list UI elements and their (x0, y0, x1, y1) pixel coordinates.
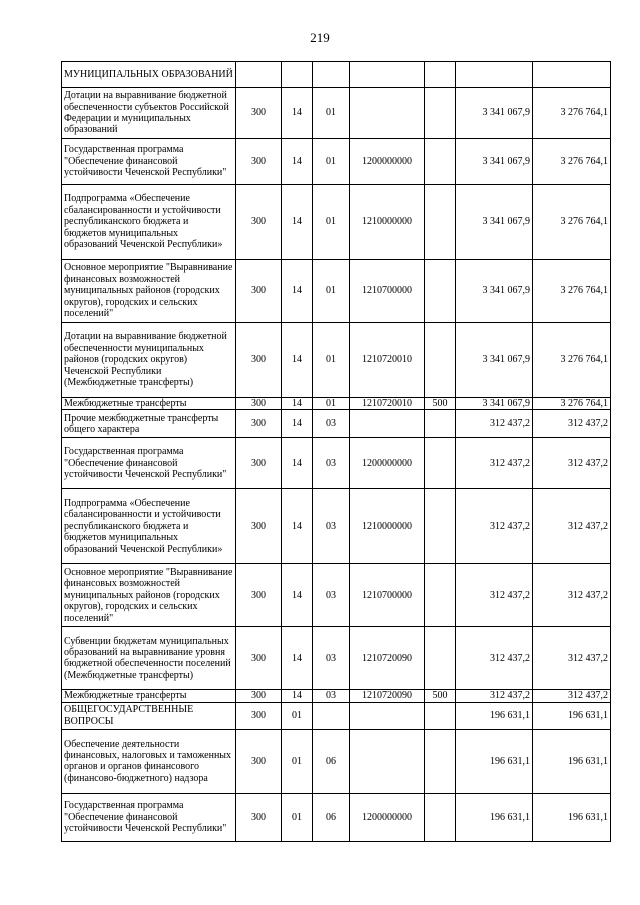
item-name: Подпрограмма «Обеспечение сбалансированности и устойчивости республиканского бюджета и бюджетов муниципальных образований Чеченской Республики» (62, 489, 236, 564)
item-name: Межбюджетные трансферты (62, 398, 236, 410)
amount-first-year: 3 341 067,9 (456, 260, 533, 323)
table-row (62, 185, 611, 260)
amount-second-year: 3 276 764,1 (533, 139, 611, 185)
subsection-code (313, 62, 350, 88)
table-row (62, 438, 611, 489)
expense-type-code (425, 793, 456, 841)
subsection-code: 01 (313, 260, 350, 323)
amount-first-year: 3 341 067,9 (456, 139, 533, 185)
target-article-code: 1210000000 (350, 489, 425, 564)
section-code: 14 (282, 690, 313, 702)
item-name: Дотации на выравнивание бюджетной обеспеченности субъектов Российской Федерации и муниципальных образований (62, 88, 236, 139)
amount-second-year: 312 437,2 (533, 690, 611, 702)
department-code: 300 (236, 185, 282, 260)
table-row (62, 410, 611, 438)
section-code: 14 (282, 88, 313, 139)
amount-second-year: 312 437,2 (533, 438, 611, 489)
table-row (62, 323, 611, 398)
amount-second-year: 196 631,1 (533, 702, 611, 729)
amount-first-year: 312 437,2 (456, 690, 533, 702)
expense-type-code: 500 (425, 690, 456, 702)
item-name: Дотации на выравнивание бюджетной обеспеченности муниципальных районов (городских округов) Чеченской Республики (Межбюджетные трансферты) (62, 323, 236, 398)
subsection-code: 01 (313, 185, 350, 260)
amount-second-year: 312 437,2 (533, 489, 611, 564)
target-article-code (350, 702, 425, 729)
table-row (62, 729, 611, 793)
amount-second-year: 312 437,2 (533, 564, 611, 627)
table-row (62, 702, 611, 729)
section-code: 14 (282, 323, 313, 398)
department-code: 300 (236, 702, 282, 729)
subsection-code: 03 (313, 438, 350, 489)
amount-first-year: 3 341 067,9 (456, 398, 533, 410)
section-code: 14 (282, 564, 313, 627)
target-article-code: 1200000000 (350, 139, 425, 185)
subsection-code: 03 (313, 489, 350, 564)
expense-type-code (425, 62, 456, 88)
amount-first-year: 312 437,2 (456, 410, 533, 438)
department-code: 300 (236, 627, 282, 690)
table-row (62, 88, 611, 139)
item-name: Подпрограмма «Обеспечение сбалансированности и устойчивости республиканского бюджета и бюджетов муниципальных образований Чеченской Республики» (62, 185, 236, 260)
amount-second-year: 312 437,2 (533, 627, 611, 690)
table-row (62, 398, 611, 410)
amount-second-year: 196 631,1 (533, 793, 611, 841)
amount-first-year: 196 631,1 (456, 729, 533, 793)
subsection-code: 03 (313, 690, 350, 702)
department-code: 300 (236, 139, 282, 185)
amount-first-year: 312 437,2 (456, 564, 533, 627)
department-code: 300 (236, 88, 282, 139)
item-name: Основное мероприятие "Выравнивание финансовых возможностей муниципальных районов (городских округов), городских и сельских поселений" (62, 564, 236, 627)
department-code: 300 (236, 564, 282, 627)
target-article-code: 1210720010 (350, 398, 425, 410)
section-code: 14 (282, 410, 313, 438)
target-article-code: 1210700000 (350, 260, 425, 323)
item-name: ОБЩЕГОСУДАРСТВЕННЫЕ ВОПРОСЫ (62, 702, 236, 729)
table-row (62, 62, 611, 88)
target-article-code: 1200000000 (350, 793, 425, 841)
amount-first-year: 3 341 067,9 (456, 323, 533, 398)
amount-second-year: 196 631,1 (533, 729, 611, 793)
expense-type-code (425, 564, 456, 627)
table-row (62, 489, 611, 564)
expense-type-code (425, 489, 456, 564)
department-code: 300 (236, 410, 282, 438)
amount-first-year: 312 437,2 (456, 438, 533, 489)
section-code: 14 (282, 139, 313, 185)
section-code: 01 (282, 729, 313, 793)
subsection-code: 06 (313, 793, 350, 841)
section-code: 14 (282, 398, 313, 410)
item-name: Государственная программа "Обеспечение финансовой устойчивости Чеченской Республики" (62, 438, 236, 489)
amount-second-year: 3 276 764,1 (533, 185, 611, 260)
target-article-code (350, 729, 425, 793)
amount-second-year: 3 276 764,1 (533, 88, 611, 139)
subsection-code: 03 (313, 564, 350, 627)
section-code: 14 (282, 260, 313, 323)
item-name: Межбюджетные трансферты (62, 690, 236, 702)
expense-type-code (425, 438, 456, 489)
amount-second-year: 3 276 764,1 (533, 260, 611, 323)
target-article-code: 1210720090 (350, 690, 425, 702)
section-code: 14 (282, 489, 313, 564)
amount-second-year (533, 62, 611, 88)
expense-type-code (425, 185, 456, 260)
subsection-code: 03 (313, 410, 350, 438)
expense-type-code (425, 702, 456, 729)
subsection-code: 01 (313, 139, 350, 185)
target-article-code (350, 88, 425, 139)
item-name: Обеспечение деятельности финансовых, налоговых и таможенных органов и органов финансового (финансово-бюджетного) надзора (62, 729, 236, 793)
subsection-code: 01 (313, 398, 350, 410)
expense-type-code (425, 260, 456, 323)
amount-first-year: 312 437,2 (456, 627, 533, 690)
section-code: 01 (282, 793, 313, 841)
item-name: Государственная программа "Обеспечение финансовой устойчивости Чеченской Республики" (62, 139, 236, 185)
subsection-code: 06 (313, 729, 350, 793)
department-code: 300 (236, 489, 282, 564)
expense-type-code (425, 88, 456, 139)
amount-first-year: 196 631,1 (456, 793, 533, 841)
expense-type-code (425, 729, 456, 793)
department-code: 300 (236, 398, 282, 410)
subsection-code (313, 702, 350, 729)
item-name: Прочие межбюджетные трансферты общего характера (62, 410, 236, 438)
department-code: 300 (236, 438, 282, 489)
table-row (62, 139, 611, 185)
department-code: 300 (236, 260, 282, 323)
amount-first-year: 312 437,2 (456, 489, 533, 564)
subsection-code: 01 (313, 323, 350, 398)
target-article-code: 1200000000 (350, 438, 425, 489)
amount-second-year: 3 276 764,1 (533, 398, 611, 410)
department-code: 300 (236, 690, 282, 702)
table-row (62, 793, 611, 841)
target-article-code: 1210720010 (350, 323, 425, 398)
section-code: 14 (282, 627, 313, 690)
department-code: 300 (236, 729, 282, 793)
amount-first-year: 3 341 067,9 (456, 185, 533, 260)
expense-type-code (425, 323, 456, 398)
expense-type-code (425, 410, 456, 438)
department-code: 300 (236, 323, 282, 398)
table-row (62, 690, 611, 702)
amount-first-year: 3 341 067,9 (456, 88, 533, 139)
expense-type-code (425, 627, 456, 690)
item-name: Основное мероприятие "Выравнивание финансовых возможностей муниципальных районов (городских округов), городских и сельских поселений" (62, 260, 236, 323)
item-name: МУНИЦИПАЛЬНЫХ ОБРАЗОВАНИЙ (62, 62, 236, 88)
section-code (282, 62, 313, 88)
target-article-code (350, 410, 425, 438)
budget-table (61, 61, 611, 842)
page-number: 219 (310, 30, 330, 45)
section-code: 14 (282, 185, 313, 260)
amount-second-year: 312 437,2 (533, 410, 611, 438)
amount-second-year: 3 276 764,1 (533, 323, 611, 398)
subsection-code: 01 (313, 88, 350, 139)
expense-type-code (425, 139, 456, 185)
expense-type-code: 500 (425, 398, 456, 410)
department-code: 300 (236, 793, 282, 841)
target-article-code: 1210720090 (350, 627, 425, 690)
department-code (236, 62, 282, 88)
target-article-code (350, 62, 425, 88)
subsection-code: 03 (313, 627, 350, 690)
section-code: 14 (282, 438, 313, 489)
item-name: Государственная программа "Обеспечение финансовой устойчивости Чеченской Республики" (62, 793, 236, 841)
amount-first-year: 196 631,1 (456, 702, 533, 729)
table-row (62, 627, 611, 690)
amount-first-year (456, 62, 533, 88)
target-article-code: 1210000000 (350, 185, 425, 260)
table-row (62, 564, 611, 627)
table-row (62, 260, 611, 323)
target-article-code: 1210700000 (350, 564, 425, 627)
item-name: Субвенции бюджетам муниципальных образований на выравнивание уровня бюджетной обеспеченности поселений (Межбюджетные трансферты) (62, 627, 236, 690)
section-code: 01 (282, 702, 313, 729)
